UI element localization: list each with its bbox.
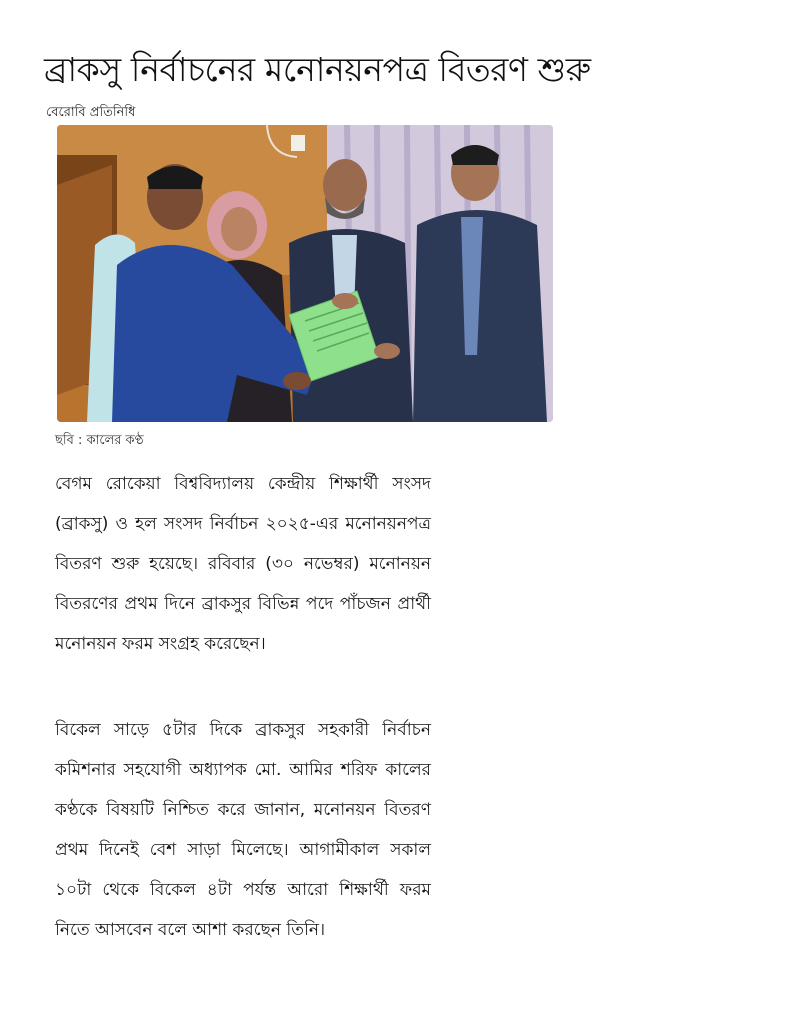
article-headline: ব্রাকসু নির্বাচনের মনোনয়নপত্র বিতরণ শুরু xyxy=(44,50,591,89)
image-caption: ছবি : কালের কণ্ঠ xyxy=(55,433,144,448)
article-photo xyxy=(57,125,553,422)
article-byline: বেরোবি প্রতিনিধি xyxy=(46,105,136,120)
article-paragraph: বেগম রোকেয়া বিশ্ববিদ্যালয় কেন্দ্রীয় শিক্ষার্থী সংসদ (ব্রাকসু) ও হল সংসদ নির্বাচন ২০২৫-এর মনোনয়নপত্র বিতরণ শুরু হয়েছে। রবিবার (৩০ নভেম্বর) মনোনয়ন বিতরণের প্রথম দিনে ব্রাকসুর বিভিন্ন পদে পাঁচজন প্রার্থী মনোনয়ন ফরম সংগ্রহ করেছেন। xyxy=(55,474,431,654)
article-paragraph: বিকেল সাড়ে ৫টার দিকে ব্রাকসুর সহকারী নির্বাচন কমিশনার সহযোগী অধ্যাপক মো. আমির শরিফ কালের কণ্ঠকে বিষয়টি নিশ্চিত করে জানান, মনোনয়ন বিতরণ প্রথম দিনেই বেশ সাড়া মিলেছে। আগামীকাল সকাল ১০টা থেকে বিকেল ৪টা পর্যন্ত আরো শিক্ষার্থী ফরম নিতে আসবেন বলে আশা করছেন তিনি। xyxy=(55,720,431,940)
